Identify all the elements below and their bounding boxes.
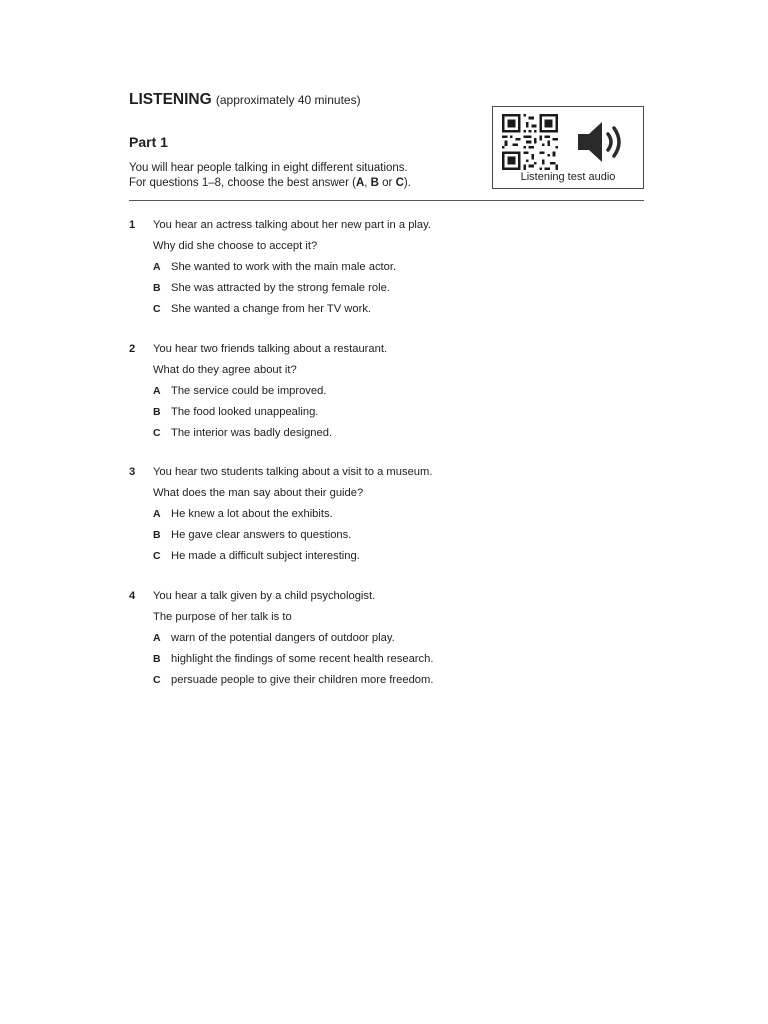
option-letter: B — [153, 653, 161, 665]
answer-option[interactable] — [129, 652, 649, 673]
answer-option[interactable] — [129, 302, 649, 323]
instructions-line-1: You will hear people talking in eight different situations. — [129, 162, 408, 174]
answer-option[interactable] — [129, 281, 649, 302]
option-letter: A — [153, 632, 161, 644]
instructions-line-2: For questions 1–8, choose the best answer (A, B or C). — [129, 177, 411, 189]
option-text: The food looked unappealing. — [171, 406, 319, 418]
section-divider — [129, 200, 644, 201]
question-context: You hear two friends talking about a restaurant. — [153, 343, 388, 355]
question-stem-row — [129, 486, 649, 507]
question-context-row — [129, 589, 649, 610]
question-number: 1 — [129, 219, 136, 231]
option-text: He knew a lot about the exhibits. — [171, 508, 333, 520]
question-number: 3 — [129, 466, 136, 478]
answer-option[interactable] — [129, 528, 649, 549]
question-context-row — [129, 342, 649, 363]
listening-audio-box[interactable] — [492, 106, 644, 189]
option-text: She wanted a change from her TV work. — [171, 303, 372, 315]
option-text: She wanted to work with the main male actor. — [171, 261, 397, 273]
speaker-icon[interactable] — [575, 117, 629, 167]
option-letter: A — [153, 508, 161, 520]
question-context: You hear an actress talking about her new part in a play. — [153, 219, 431, 231]
option-text: highlight the findings of some recent health research. — [171, 653, 434, 665]
question-stem: Why did she choose to accept it? — [153, 240, 318, 252]
question-stem-row — [129, 239, 649, 260]
question-stem: What does the man say about their guide? — [153, 487, 364, 499]
option-letter: C — [153, 550, 161, 562]
instructions — [129, 161, 411, 191]
answer-option[interactable] — [129, 549, 649, 570]
option-text: The interior was badly designed. — [171, 427, 333, 439]
question-3 — [129, 465, 649, 570]
option-text: persuade people to give their children more freedom. — [171, 674, 434, 686]
question-stem-row — [129, 363, 649, 384]
question-2 — [129, 342, 649, 447]
question-context-row — [129, 218, 649, 239]
answer-option[interactable] — [129, 260, 649, 281]
option-letter: B — [153, 406, 161, 418]
option-letter: C — [153, 674, 161, 686]
question-stem: What do they agree about it? — [153, 364, 297, 376]
option-letter: B — [153, 529, 161, 541]
answer-option[interactable] — [129, 507, 649, 528]
question-context: You hear a talk given by a child psychologist. — [153, 590, 376, 602]
qr-code-icon[interactable] — [502, 114, 558, 170]
answer-option[interactable] — [129, 673, 649, 694]
section-heading — [129, 91, 361, 109]
option-text: The service could be improved. — [171, 385, 327, 397]
question-number: 4 — [129, 590, 136, 602]
option-text: He gave clear answers to questions. — [171, 529, 352, 541]
audio-caption: Listening test audio — [520, 171, 616, 183]
option-letter: C — [153, 427, 161, 439]
option-text: He made a difficult subject interesting. — [171, 550, 360, 562]
section-title: LISTENING — [129, 91, 212, 108]
answer-option[interactable] — [129, 384, 649, 405]
answer-option[interactable] — [129, 405, 649, 426]
option-text: She was attracted by the strong female role. — [171, 282, 390, 294]
question-context: You hear two students talking about a visit to a museum. — [153, 466, 433, 478]
question-stem-row — [129, 610, 649, 631]
option-letter: C — [153, 303, 161, 315]
question-1 — [129, 218, 649, 323]
section-duration: (approximately 40 minutes) — [215, 93, 361, 107]
question-context-row — [129, 465, 649, 486]
option-text: warn of the potential dangers of outdoor play. — [171, 632, 395, 644]
answer-option[interactable] — [129, 426, 649, 447]
answer-option[interactable] — [129, 631, 649, 652]
question-stem: The purpose of her talk is to — [153, 611, 292, 623]
question-4 — [129, 589, 649, 694]
part-title: Part 1 — [129, 134, 168, 150]
option-letter: B — [153, 282, 161, 294]
question-number: 2 — [129, 343, 136, 355]
option-letter: A — [153, 385, 161, 397]
option-letter: A — [153, 261, 161, 273]
